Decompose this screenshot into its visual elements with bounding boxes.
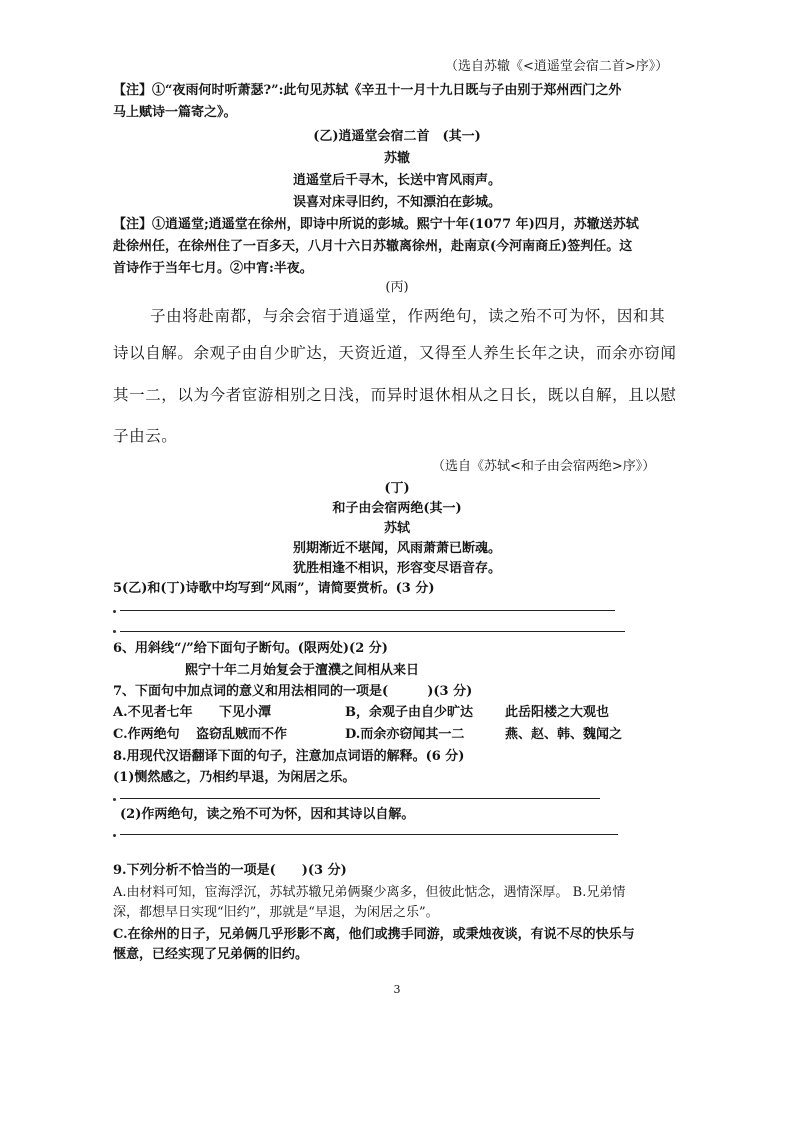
- bing-paragraph-line-2: 诗以自解。余观子由自少旷达，天资近道，又得至人养生长年之诀，而余亦窃闻: [113, 344, 677, 362]
- q9-option-c-line-2: 惬意，已经实现了兄弟俩的旧约。: [113, 947, 309, 962]
- answer-dot: [113, 834, 116, 837]
- poem-yi-author: 苏辙: [383, 151, 410, 166]
- question-9: 9.下列分析不恰当的一项是( )(3 分): [113, 863, 347, 878]
- poem-ding-title: 和子由会宿两绝(其一): [332, 501, 462, 516]
- poem-ding-line-1: 别期渐近不堪闻，风雨萧萧已断魂。: [292, 541, 501, 556]
- q7-option-a-1[interactable]: A.不见者七年: [113, 705, 193, 720]
- answer-dot: [113, 798, 116, 801]
- q7-option-c-2: 盗窃乱贼而不作: [196, 727, 288, 742]
- question-7: 7、下面句中加点词的意义和用法相同的一项是( )(3 分): [113, 684, 473, 699]
- poem-ding-author: 苏轼: [383, 521, 410, 536]
- q9-option-a-line-1[interactable]: A.由材料可知，宦海浮沉，苏轼苏辙兄弟俩聚少离多，但彼此惦念，遇情深厚。 B.兄弟情: [113, 885, 626, 900]
- q9-option-a-line-2: 深，都想早日实现“旧约”，那就是“早退，为闲居之乐”。: [113, 905, 439, 920]
- answer-dot: [113, 630, 116, 633]
- page-number: 3: [393, 983, 401, 996]
- source-citation-bing: （选自《苏轼<和子由会宿两绝>序》）: [432, 459, 656, 474]
- q7-option-a-2: 下见小潭: [219, 705, 272, 720]
- note-2-line-3: 首诗作于当年七月。②中宵:半夜。: [113, 261, 313, 276]
- poem-yi-line-1: 逍遥堂后千寻木，长送中宵风雨声。: [292, 173, 501, 188]
- answer-line-q5-2[interactable]: [120, 631, 625, 632]
- answer-line-q8-1[interactable]: [120, 798, 600, 799]
- poem-ding-line-2: 犹胜相逢不相识，形容变尽语音存。: [292, 561, 501, 576]
- source-citation-top: （选自苏辙《<逍遥堂会宿二首>序》）: [445, 59, 669, 74]
- note-2-line-1: 【注】①逍遥堂;逍遥堂在徐州，即诗中所说的彭城。熙宁十年(1077 年)四月，苏辙送苏轼: [113, 217, 639, 232]
- q7-option-d-1[interactable]: D.而余亦窃闻其一二: [345, 727, 465, 742]
- question-6: 6、用斜线“/”给下面句子断句。(限两处)(2 分): [113, 641, 388, 656]
- answer-dot: [113, 610, 116, 613]
- q7-option-b-2: 此岳阳楼之大观也: [505, 705, 610, 720]
- q7-option-c-1[interactable]: C.作两绝句: [113, 727, 180, 742]
- section-ding-label: (丁): [384, 481, 410, 496]
- question-8: 8.用现代汉语翻译下面的句子，注意加点词语的解释。(6 分): [113, 749, 465, 764]
- q7-option-d-2: 燕、赵、韩、魏闻之: [505, 727, 623, 742]
- bing-paragraph-line-3: 其一二，以为今者宦游相别之日浅，而异时退休相从之日长，既以自解，且以慰: [113, 386, 677, 404]
- answer-line-q8-2[interactable]: [120, 834, 618, 835]
- bing-paragraph-line-1: 子由将赴南都，与余会宿于逍遥堂，作两绝句，读之殆不可为怀，因和其: [150, 307, 666, 325]
- poem-yi-title: (乙)逍遥堂会宿二首 (其一): [313, 129, 481, 144]
- question-5: 5(乙)和(丁)诗歌中均写到“风雨”，请简要赏析。(3 分): [113, 581, 435, 596]
- note-1-line-1: 【注】①“夜雨何时听萧瑟?”:此句见苏轼《辛丑十一月十九日既与子由别于郑州西门之外: [113, 83, 622, 98]
- question-8-sentence-1: (1)恻然感之，乃相约早退，为闲居之乐。: [113, 770, 356, 785]
- q7-option-b-1[interactable]: B，余观子由自少旷达: [345, 705, 473, 720]
- q9-option-c-line-1[interactable]: C.在徐州的日子，兄弟俩几乎形影不离，他们或携手同游，或秉烛夜谈，有说不尽的快乐与: [113, 927, 635, 942]
- section-bing-label: (丙): [385, 280, 409, 295]
- question-6-sentence: 熙宁十年二月始复会于澶濮之间相从来日: [185, 663, 420, 678]
- question-8-sentence-2: (2)作两绝句，读之殆不可为怀，因和其诗以自解。: [120, 807, 415, 822]
- note-1-line-2: 马上赋诗一篇寄之》。: [113, 105, 237, 120]
- answer-line-q5-1[interactable]: [120, 610, 615, 611]
- note-2-line-2: 赴徐州任，在徐州住了一百多天，八月十六日苏辙离徐州，赴南京(今河南商丘)签判任。这: [113, 239, 633, 254]
- bing-paragraph-line-4: 子由云。: [113, 427, 178, 445]
- poem-yi-line-2: 误喜对床寻旧约，不知漂泊在彭城。: [292, 195, 501, 210]
